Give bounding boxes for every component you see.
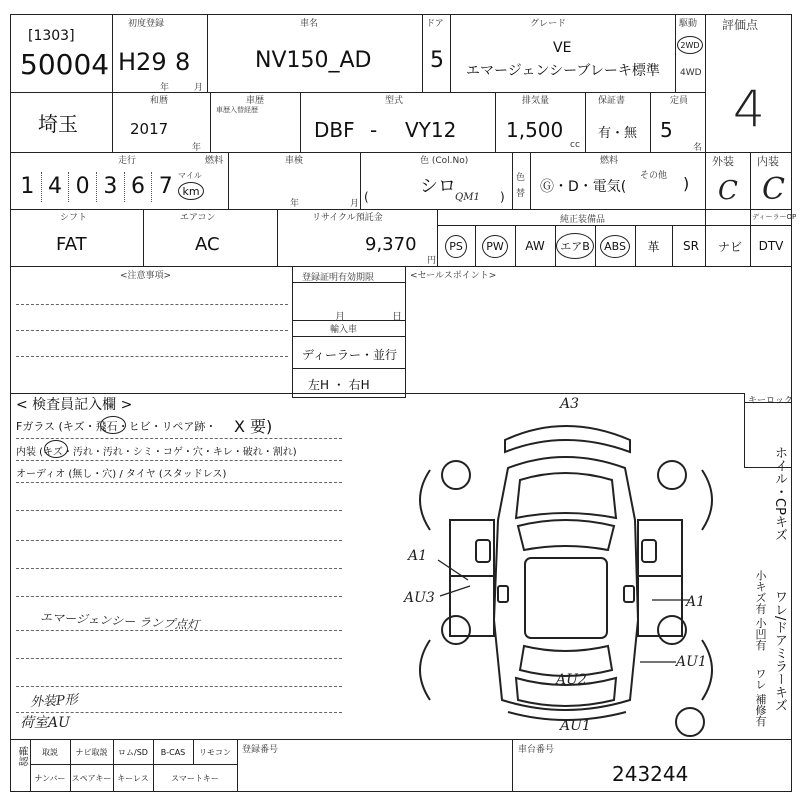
mark-a1-left: A1 [408, 548, 428, 564]
hand-note-cargo: 荷室AU [20, 715, 70, 731]
side-text-3: 小キズ有 小凹有 [754, 570, 767, 651]
check-item: キーレス [117, 773, 149, 783]
inspector-title: < 検査員記入欄 > [16, 397, 133, 413]
chassis-no-value: 243244 [612, 762, 689, 786]
lot-number: 50004 [20, 48, 110, 81]
inspection-label: 車検 [285, 156, 304, 166]
model-dash: - [370, 118, 378, 142]
mileage-mile-unit: マイル [178, 171, 202, 180]
fuel-other: その他 [640, 171, 668, 181]
import-dealer: ディーラー・並行 [302, 348, 398, 362]
reg-expiry-label: 登録証明有効期限 [302, 273, 375, 283]
equipment-item: DTV [758, 239, 784, 253]
equipment-item: 革 [647, 239, 660, 254]
check-item: ナビ取説 [75, 747, 108, 757]
shift-label: シフト [60, 213, 88, 223]
equipment-item: ナビ [717, 239, 742, 254]
grade-line2: エマージェンシーブレーキ標準 [466, 63, 660, 79]
interior-label: 内装 [757, 155, 779, 168]
capacity-label: 定員 [670, 96, 689, 106]
import-hand: 左H ・ 右H [308, 378, 370, 392]
mileage-km-circled: km [178, 182, 204, 200]
doors-label: ドア [426, 19, 444, 29]
car-damage-diagram [390, 400, 735, 740]
check-label: 確認 [16, 746, 27, 766]
rating-value: 4 [733, 80, 765, 138]
mark-au1-right: AU1 [676, 654, 707, 670]
fglass-mark: X 要) [234, 417, 273, 436]
fuel-sep-label: 燃料 [205, 156, 224, 166]
side-text-2: ワレ/ドアミラーキズ [772, 590, 787, 712]
mark-a1-right: A1 [686, 594, 706, 610]
bottom-check-items-top [30, 740, 237, 764]
recycle-label: リサイクル預託金 [312, 213, 383, 223]
check-item: B-CAS [160, 747, 186, 757]
mileage-digit: 1 [14, 172, 42, 202]
region: 埼玉 [38, 112, 78, 136]
wareki-label: 和暦 [150, 96, 169, 106]
color-value: シロ [420, 176, 456, 197]
reg-number-label: 登録番号 [242, 745, 279, 755]
western-year: 2017 [130, 120, 169, 138]
fuel-close: ) [683, 174, 690, 193]
drive-2wd-circled: 2WD [677, 36, 703, 54]
exterior-grade: C [718, 176, 738, 206]
shift-value: FAT [56, 234, 87, 255]
mileage-digit: 3 [97, 172, 125, 202]
mileage-digit: 7 [158, 174, 173, 199]
displacement-label: 排気量 [522, 96, 550, 106]
capacity-unit: 名 [693, 143, 703, 153]
sales-point-label: <セールスポイント> [410, 271, 497, 281]
car-name-label: 車名 [300, 19, 319, 29]
dealer-opt-label: ディーラーOP [752, 213, 797, 221]
import-label: 輸入車 [330, 325, 358, 335]
warranty-value: 有・無 [598, 126, 638, 141]
doors-value: 5 [430, 48, 444, 73]
color-paren-close: ) [500, 190, 505, 204]
equipment-row [437, 226, 792, 266]
month-unit: 月 [194, 83, 204, 93]
fuel-options: Ⓖ・D・電気( [540, 179, 627, 195]
check-item: ナンバー [34, 773, 66, 783]
warranty-label: 保証書 [598, 96, 626, 106]
side-text-4: ワレ 補修有 [754, 668, 767, 727]
recycle-unit: 円 [427, 256, 437, 266]
fuel-label-top: 色 [516, 173, 526, 183]
color-paren-open: ( [364, 190, 369, 204]
first-reg-era-year: H29 [118, 48, 167, 76]
equipment-label: 純正装備品 [560, 215, 606, 225]
capacity-value: 5 [660, 118, 673, 142]
equipment-item: PW [475, 226, 515, 266]
hand-note-exterior: 外装P形 [29, 692, 79, 711]
mileage-digit: 6 [125, 172, 153, 202]
key-lock-label: キーロック [748, 396, 793, 406]
mark-au1-bottom: AU1 [560, 718, 591, 734]
rating-label: 評価点 [722, 18, 759, 32]
check-item: リモコン [199, 747, 231, 757]
mileage-label: 走行 [118, 156, 137, 166]
chassis-label: 車歴 [246, 96, 265, 106]
mark-au-left: AU3 [404, 590, 435, 606]
equipment-item: エアB [555, 226, 595, 266]
check-item: スマートキー [171, 773, 219, 783]
grade-line1: VE [553, 40, 572, 56]
first-reg-label: 初度登録 [128, 19, 165, 29]
equipment-item: PS [437, 226, 475, 266]
drive-label: 駆動 [679, 19, 698, 29]
fuel-label: 燃料 [600, 156, 619, 166]
lot-bracket: [1303] [28, 28, 75, 44]
reg-month-unit: 月 [335, 312, 345, 323]
aircon-label: エアコン [180, 213, 216, 223]
fuel-label-bot: 替 [516, 189, 526, 199]
displacement-value: 1,500 [506, 118, 564, 142]
model-label: 型式 [385, 96, 404, 106]
grade-label: グレード [530, 19, 567, 29]
mark-au2: AU2 [556, 672, 587, 688]
displacement-unit: cc [570, 140, 580, 150]
recycle-value: 9,370 [365, 234, 417, 255]
model-code: VY12 [405, 118, 457, 142]
first-reg-month: 8 [175, 48, 191, 76]
chassis-note: 車歴入替経歴 [216, 106, 258, 114]
car-name-value: NV150_AD [255, 48, 372, 73]
side-text-1: ホイル・CPキズ [772, 446, 787, 541]
western-year-unit: 年 [192, 143, 202, 153]
check-item: 取説 [42, 747, 58, 757]
color-code: QM1 [455, 192, 480, 203]
model-prefix: DBF [314, 118, 355, 142]
equipment-item: ABS [595, 226, 635, 266]
mileage-digit: 4 [42, 172, 70, 202]
reg-day-unit: 日 [392, 312, 402, 323]
mark-a3: A3 [560, 396, 580, 412]
mileage-digit: 0 [69, 172, 97, 202]
audio-line: オーディオ (無し・穴) / タイヤ (スタッドレス) [16, 469, 227, 480]
inspection-year-unit: 年 [290, 199, 300, 209]
equipment-item: AW [525, 239, 545, 253]
inspection-month-unit: 月 [350, 199, 360, 209]
bottom-check-items-bottom [30, 765, 237, 791]
year-unit: 年 [160, 83, 170, 93]
drive-4wd: 4WD [680, 68, 702, 78]
check-item: スペアキー [71, 773, 112, 783]
equipment-item: SR [683, 239, 699, 253]
mileage-digits [14, 172, 179, 202]
chassis-no-label: 車台番号 [518, 745, 555, 755]
interior-scratch-circle [44, 440, 68, 458]
exterior-label: 外装 [712, 155, 734, 168]
interior-grade: C [762, 172, 785, 207]
notes-label: <注意事項> [120, 271, 172, 281]
color-label: 色 (Col.No) [420, 156, 469, 166]
hand-note-emergency: エマージェンシー ランプ点灯 [39, 609, 200, 633]
aircon-value: AC [195, 234, 220, 255]
fglass-chip-circle [100, 416, 126, 434]
interior-line: 内装 (キズ・汚れ・汚れ・シミ・コゲ・穴・キレ・破れ・割れ) [16, 447, 297, 458]
check-item: ロム/SD [118, 747, 148, 757]
fglass-line: Fガラス (キズ・飛石・ヒビ・リペア跡・ [16, 420, 217, 433]
